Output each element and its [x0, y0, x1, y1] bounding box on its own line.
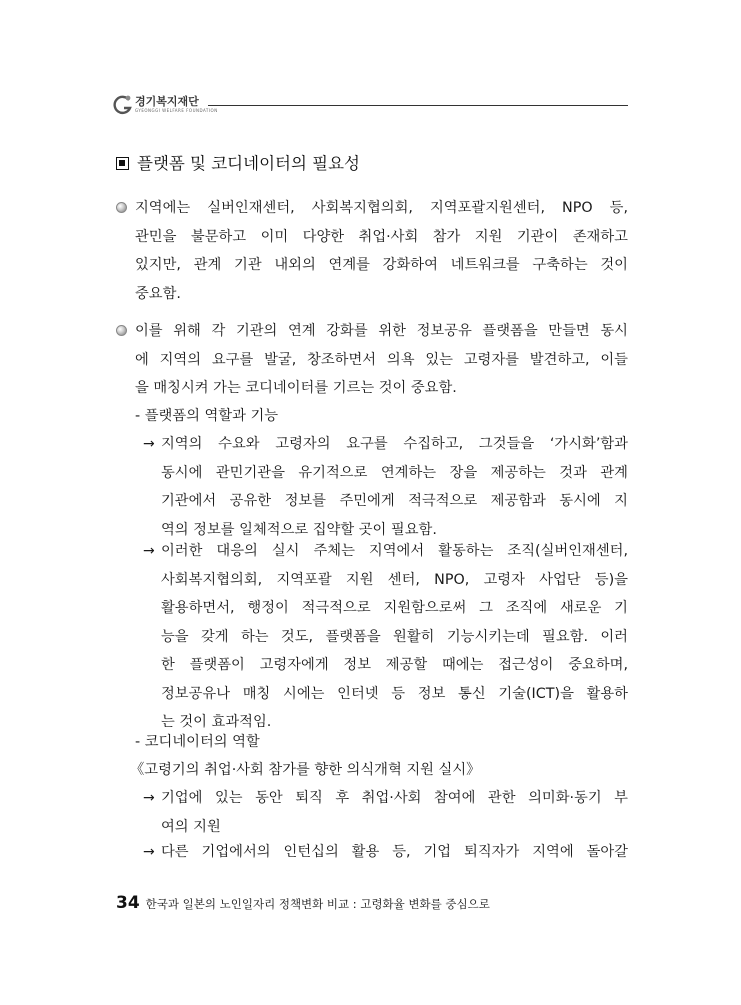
text-line: 활용하면서, 행정이 적극적으로 지원함으로써 그 조직에 새로운 기 [161, 600, 628, 616]
section-title-text: 플랫폼 및 코디네이터의 필요성 [137, 154, 360, 173]
text-line: 지역에는 실버인재센터, 사회복지협의회, 지역포괄지원센터, NPO 등, [135, 200, 628, 216]
text-line: 있지만, 관계 기관 내외의 연계를 강화하여 네트워크를 구축하는 것이 [135, 257, 628, 273]
platform-item-2 [143, 537, 628, 737]
text-line: 기관에서 공유한 정보를 주민에게 적극적으로 제공함과 동시에 지 [161, 493, 628, 509]
arrow-bullet-icon: → [143, 436, 155, 452]
foundation-logo-icon [112, 94, 134, 116]
circle-bullet-icon [116, 325, 127, 336]
text-line: 중요함. [135, 285, 181, 302]
text-line: 는 것이 효과적임. [161, 714, 272, 730]
text-line: 을 매칭시켜 가는 코디네이터를 기르는 것이 중요함. [135, 380, 457, 396]
text-line: 사회복지협의회, 지역포괄 지원 센터, NPO, 고령자 사업단 등)을 [161, 571, 628, 588]
subsection-platform [135, 402, 628, 431]
coordinator-subheading [130, 756, 628, 785]
arrow-bullet-icon: → [143, 790, 155, 806]
arrow-bullet-icon: → [143, 844, 155, 860]
text-line: 관민을 불문하고 이미 다양한 취업·사회 참가 지원 기관이 존재하고 [135, 228, 628, 245]
coordinator-item-1 [143, 784, 628, 841]
square-bullet-icon [116, 157, 129, 170]
text-line: 이를 위해 각 기관의 연계 강화를 위한 정보공유 플랫폼을 만들면 동시 [135, 323, 628, 339]
text-line: 지역의 수요와 고령자의 요구를 수집하고, 그것들을 ‘가시화’함과 [161, 436, 628, 452]
text-line: 여의 지원 [161, 818, 221, 835]
subsection-heading: - 플랫폼의 역할과 기능 [135, 408, 279, 424]
platform-item-1 [143, 430, 628, 544]
page-header [112, 92, 628, 122]
section-title [116, 150, 360, 174]
page-footer [116, 893, 490, 913]
text-line: 한 플랫폼이 고령자에게 정보 제공할 때에는 접근성이 중요하며, [161, 657, 628, 673]
paragraph-2 [135, 317, 628, 403]
org-subtitle: GYEONGGI WELFARE FOUNDATION [135, 108, 218, 113]
paragraph-1 [135, 194, 628, 308]
page-number: 34 [116, 893, 140, 913]
book-title: 한국과 일본의 노인일자리 정책변화 비교 : 고령화율 변화를 중심으로 [145, 897, 490, 911]
text-line: 동시에 관민기관을 유기적으로 연계하는 장을 제공하는 것과 관계 [161, 464, 628, 481]
coordinator-item-2 [143, 838, 628, 867]
subsection-coordinator [135, 728, 628, 757]
text-line: 에 지역의 요구를 발굴, 창조하면서 의욕 있는 고령자를 발견하고, 이들 [135, 351, 628, 368]
text-line: 《고령기의 취업·사회 참가를 향한 의식개혁 지원 실시》 [130, 762, 481, 778]
text-line: 역의 정보를 일체적으로 집약할 곳이 필요함. [161, 521, 437, 538]
arrow-bullet-icon: → [143, 543, 155, 559]
text-line: 능을 갖게 하는 것도, 플랫폼을 원활히 기능시키는데 필요함. 이러 [161, 628, 628, 645]
subsection-heading: - 코디네이터의 역할 [135, 734, 260, 750]
text-line: 이러한 대응의 실시 주체는 지역에서 활동하는 조직(실버인재센터, [161, 543, 628, 559]
org-name: 경기복지재단 [135, 95, 199, 108]
header-divider [208, 105, 628, 106]
text-line: 기업에 있는 동안 퇴직 후 취업·사회 참여에 관한 의미화·동기 부 [161, 790, 628, 806]
circle-bullet-icon [116, 202, 127, 213]
text-line: 다른 기업에서의 인턴십의 활용 등, 기업 퇴직자가 지역에 돌아갈 [161, 844, 628, 860]
text-line: 정보공유나 매칭 시에는 인터넷 등 정보 통신 기술(ICT)을 활용하 [161, 685, 628, 702]
